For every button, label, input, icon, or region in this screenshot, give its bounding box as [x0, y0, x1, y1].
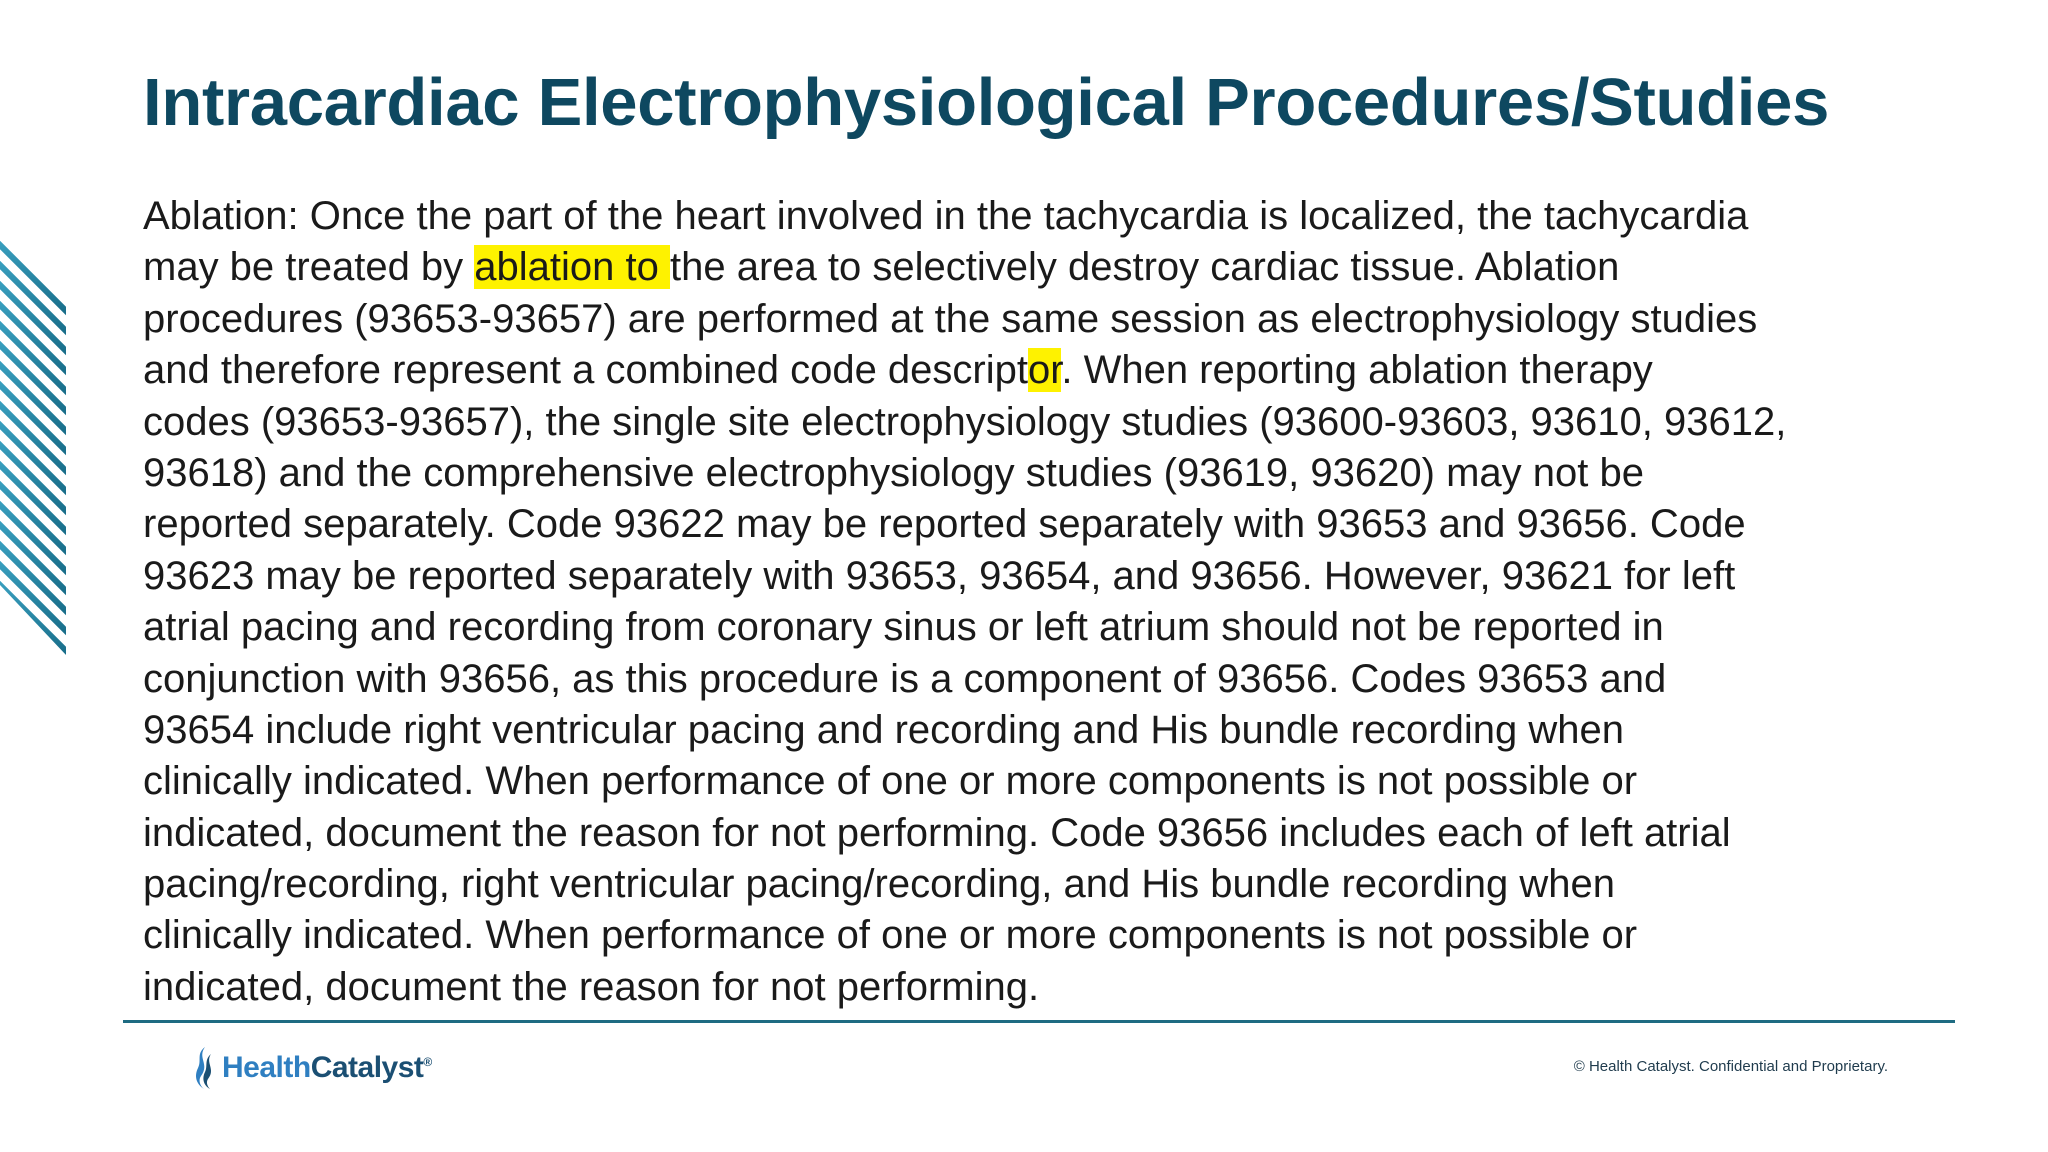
body-line: indicated, document the reason for not performing.: [143, 964, 1040, 1009]
body-line: 93654 include right ventricular pacing and recording and His bundle recording when: [143, 707, 1624, 752]
body-line: reported separately. Code 93622 may be reported separately with 93653 and 93656. Code: [143, 502, 1746, 547]
body-line: codes (93653-93657), the single site electrophysiology studies (93600-93603, 93610, 93612,: [143, 399, 1787, 444]
body-line: may be treated by ablation to the area to selectively destroy cardiac tissue. Ablation: [143, 245, 1620, 290]
body-line: procedures (93653-93657) are performed at the same session as electrophysiology studies: [143, 296, 1758, 341]
body-line: conjunction with 93656, as this procedure is a component of 93656. Codes 93653 and: [143, 656, 1667, 701]
body-line: clinically indicated. When performance of one or more components is not possible or: [143, 759, 1638, 804]
body-line: pacing/recording, right ventricular pacing/recording, and His bundle recording when: [143, 862, 1615, 907]
body-paragraph: [143, 191, 1933, 1013]
highlighted-text: ablation to: [474, 245, 670, 290]
flame-icon: [192, 1046, 218, 1090]
decorative-stripes: [0, 215, 70, 655]
body-line: clinically indicated. When performance of one or more components is not possible or: [143, 913, 1638, 958]
body-line: Ablation: Once the part of the heart involved in the tachycardia is localized, the tachycardia: [143, 194, 1749, 238]
body-line: indicated, document the reason for not performing. Code 93656 includes each of left atrial: [143, 810, 1731, 855]
body-line: 93618) and the comprehensive electrophysiology studies (93619, 93620) may not be: [143, 450, 1644, 495]
body-line: 93623 may be reported separately with 93653, 93654, and 93656. However, 93621 for left: [143, 553, 1736, 598]
slide-title: Intracardiac Electrophysiological Procedures/Studies: [143, 65, 1830, 140]
body-line: atrial pacing and recording from coronary sinus or left atrium should not be reported in: [143, 605, 1664, 650]
highlighted-text: or: [1027, 348, 1062, 393]
health-catalyst-logo: [192, 1046, 432, 1090]
footer-divider: [123, 1020, 1955, 1023]
copyright-notice: © Health Catalyst. Confidential and Proprietary.: [1573, 1058, 1888, 1075]
logo-wordmark: HealthCatalyst®: [222, 1051, 432, 1084]
body-line: and therefore represent a combined code descriptor. When reporting ablation therapy: [143, 348, 1653, 393]
